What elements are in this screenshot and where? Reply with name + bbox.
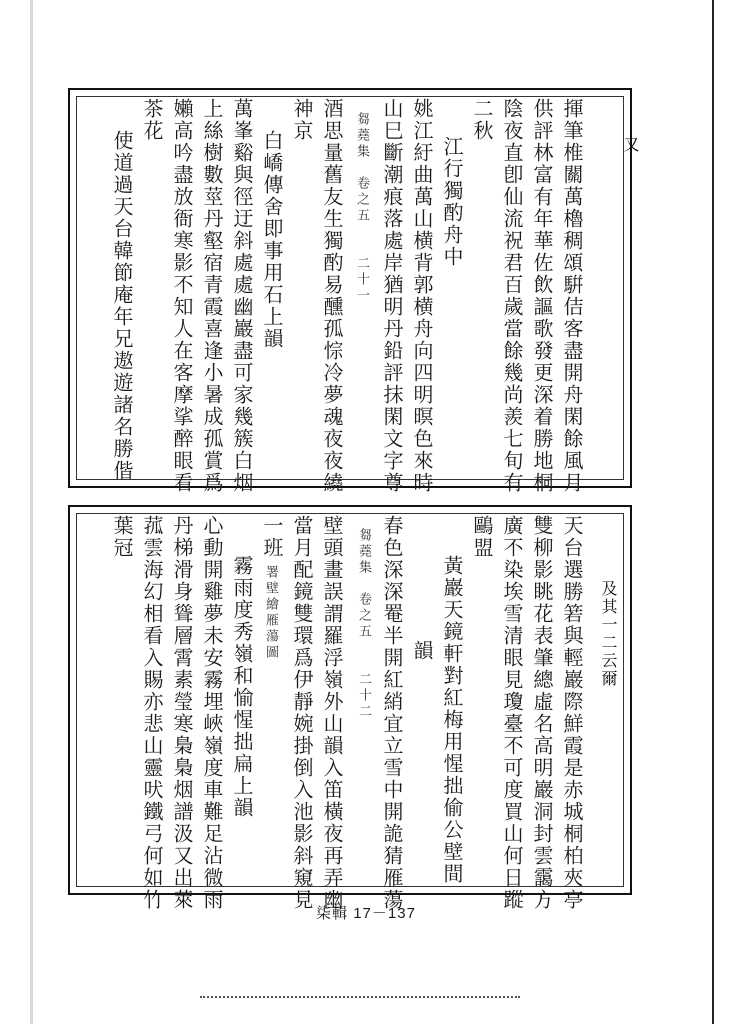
top-page-column-8: 酒思量舊友生獨酌易醺孤悰冷夢魂夜夜繞 [320, 98, 344, 494]
scan-sheet-edge-right [712, 0, 714, 1024]
top-page-column-4: 二秋 [470, 98, 494, 142]
top-page-column-15: 使道過天台韓節庵年兄遨遊諸名勝偕 [110, 130, 134, 482]
top-page-column-9: 神京 [290, 98, 314, 142]
bottom-page-column-rhyme: 韻 [410, 640, 434, 662]
top-page-margin-note: 又 [621, 136, 640, 154]
bottom-page-column-15: 葉冠 [110, 515, 134, 559]
bottom-page-column-12: 心動開雞夢未安霧埋峽嶺度車難足沾微雨 [200, 515, 224, 911]
bottom-page-column-9: 當月配鏡雙環爲伊靜婉掛倒入池影斜窺見 [290, 515, 314, 911]
bottom-page-margin-note: 及其一二云爾 [599, 580, 618, 688]
top-page-column-3: 陰夜直卽仙流祝君百歲當餘幾尚羨七旬有 [500, 98, 524, 494]
top-page-column-12: 上絲樹數莖丹壑宿青霞喜逢小暑成孤賞爲 [200, 98, 224, 494]
top-page-column-6: 姚江紆曲萬山横背郭横舟向四明暝色來時 [410, 98, 434, 494]
bottom-page-poem-title-1: 黃巖天鏡軒對紅梅用惺拙偷公壁間 [440, 555, 464, 885]
top-page-column-1: 揮筆椎關萬櫓稠頌騈佶客盡開舟閑餘風月 [560, 98, 584, 494]
scan-noise-strip [200, 996, 520, 1004]
top-page-column-11: 萬峯谿與徑迂斜處處幽巖盡可家幾簇白烟 [230, 98, 254, 494]
bottom-page-column-7: 春色深深罨半開紅綃宜立雪中開詭猜雁蕩 [380, 515, 404, 911]
scan-sheet-edge-left [30, 0, 33, 1024]
bottom-page-column-3: 廣不染埃雪清眼見瓊臺不可度買山何日蹤 [500, 515, 524, 911]
bottom-page-column-2: 雙柳影眺花表肇總虛名高明巖洞封雲靄方 [530, 515, 554, 911]
bottom-page-column-8: 壁頭畫誤謂羅浮嶺外山韻入笛橫夜再弄幽 [320, 515, 344, 911]
top-page-column-13: 嬾高吟盡放衙寒影不知人在客摩挲醉眼看 [170, 98, 194, 494]
page-footer-number: 柒輯 17－137 [316, 905, 416, 922]
bottom-page-column-1: 天台選勝箬與輕巖際鮮霞是赤城桐柏夾亭 [560, 515, 584, 911]
top-page-column-7: 山巳斷潮痕落處岸猶明丹鉛評抹閑文字尊 [380, 98, 404, 494]
bottom-page-small-note: 署壁繪雁蕩圖 [263, 565, 278, 661]
top-page-poem-title-1: 江行獨酌舟中 [440, 136, 464, 268]
bottom-page-column-10: 一班 [260, 515, 284, 559]
top-page-column-2: 供評林富有年華佐飲謳歌發更深着勝地桐 [530, 98, 554, 494]
bottom-page-folio: 芻蕘集 卷之五 二十二 [356, 528, 371, 720]
top-page-poem-title-2: 白嶠傳舍即事用石上韻 [260, 130, 284, 350]
bottom-page-column-13: 丹梯滑身聳層霄素瑩寒梟梟烟譜汲又出萊 [170, 515, 194, 911]
top-page-folio: 芻蕘集 卷之五 二十一 [354, 112, 369, 304]
bottom-page-poem-title-2: 霧雨度秀嶺和愉惺拙扁上韻 [230, 555, 254, 819]
bottom-page-column-4: 鷗盟 [470, 515, 494, 559]
top-page-column-14: 茶花 [140, 98, 164, 142]
bottom-page-column-14: 菰雲海幻相看入賜亦悲山靈吠鐵弓何如竹 [140, 515, 164, 911]
